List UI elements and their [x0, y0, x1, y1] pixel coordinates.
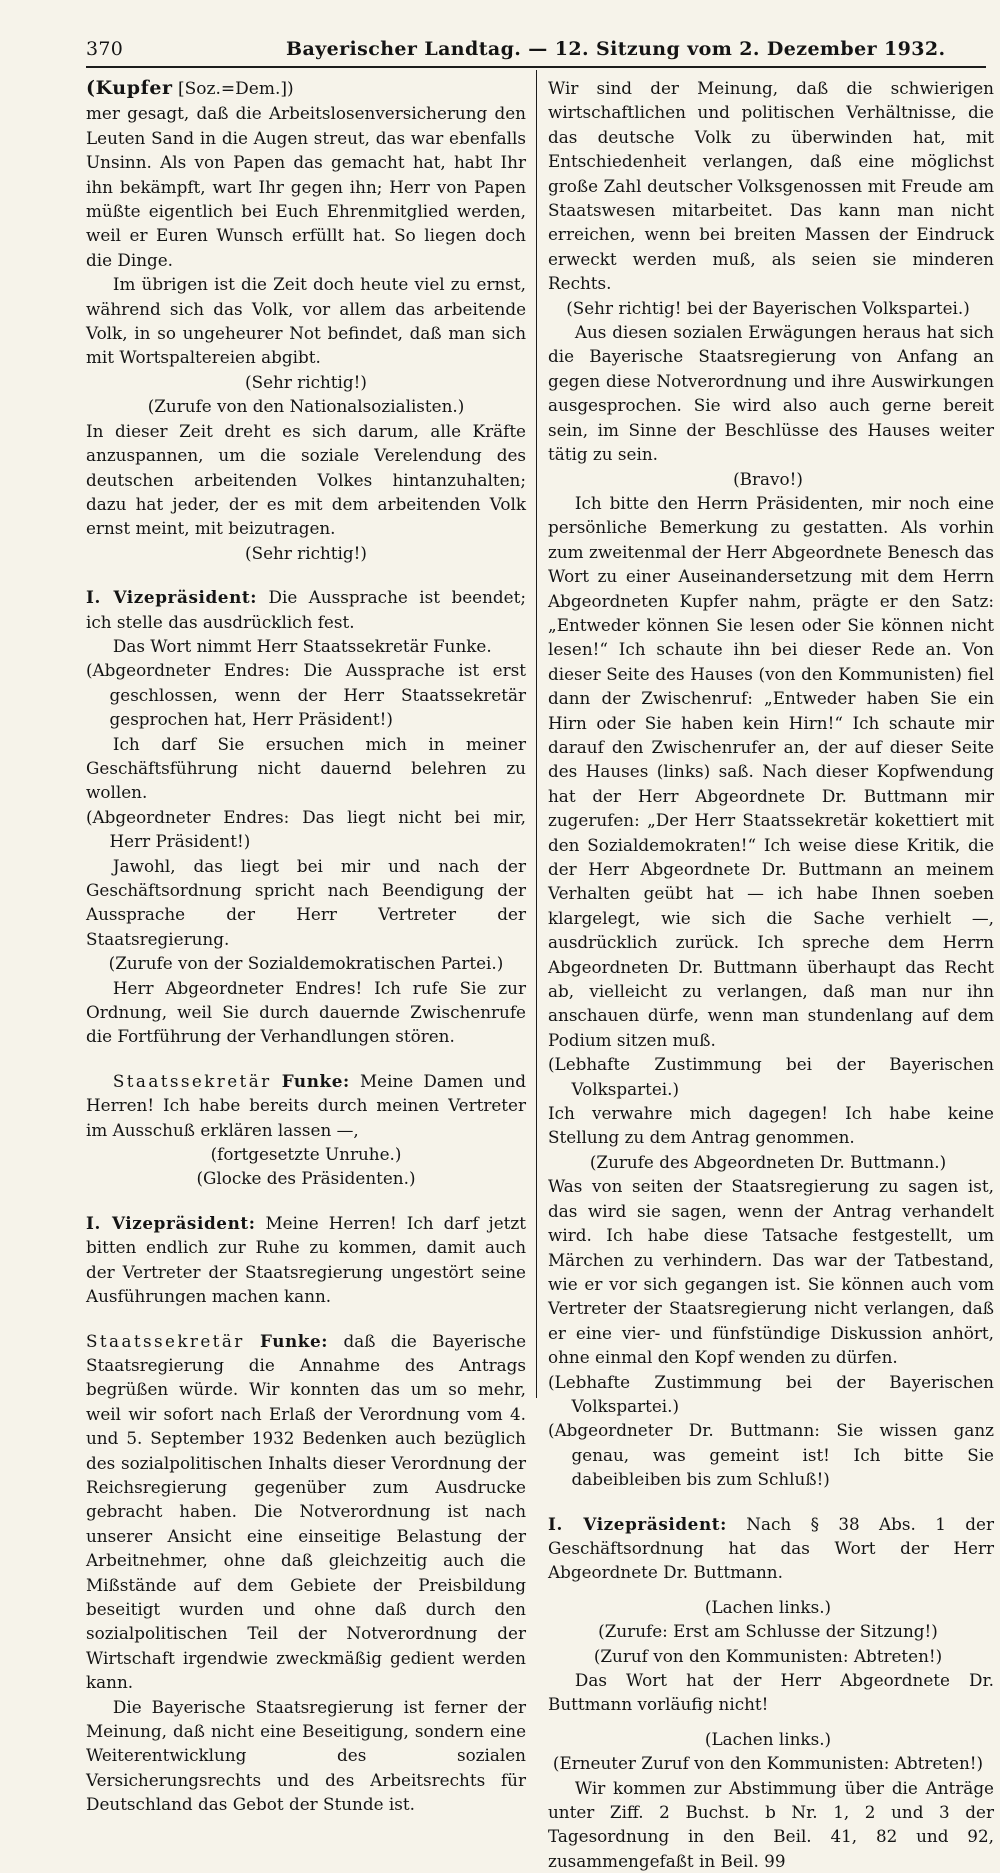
speaker-name: I. Vizepräsident: [86, 1212, 256, 1233]
speech-block [86, 585, 526, 634]
header-rule [86, 66, 986, 68]
paragraph: Jawohl, das liegt bei mir und nach der Geschäftsordnung spricht nach Beendigung der Aussprache der Herr Vertreter der Staatsregierung. [86, 855, 526, 949]
speech-text: Meine Herren! Ich darf jetzt bitten endlich zur Ruhe zu kommen, damit auch der Vertreter der Staatsregierung ungestört seine Ausführungen machen kann. [86, 1212, 526, 1307]
interjection: (Glocke des Präsidenten.) [196, 1168, 416, 1189]
paragraph: Was von seiten der Staatsregierung zu sagen ist, das wird sie sagen, wenn der Antrag verhandelt wird. Ich habe diese Tatsache festgestellt, um Märchen zu verhindern. Das war der Tatbestand, wie er vor sich gegangen ist. Sie können auch vom Vertreter der Staatsregierung nicht verlangen, daß er eine vier- und fünfstündige Diskussion anhört, ohne einmal den Kopf wenden zu dürfen. [548, 1176, 994, 1368]
left-column [86, 76, 526, 1817]
interjection: (Zurufe des Abgeordneten Dr. Buttmann.) [589, 1151, 947, 1172]
paragraph: Wir sind der Meinung, daß die schwierigen wirtschaftlichen und politischen Verhältnisse, die das deutsche Volk zu überwinden hat, mit Entschiedenheit verlangen, daß eine möglichst große Zahl deutscher Volksgenossen mit Freude am Staatswesen mitarbeitet. Das kann man nicht erreichen, wenn bei breiten Massen der Eindruck erweckt werden muß, als seien sie minderen Rechts. [548, 78, 994, 294]
page-number: 370 [86, 38, 124, 60]
interjection: (Abgeordneter Endres: Das liegt nicht bei mir, Herr Präsident!) [86, 806, 526, 852]
paragraph: Die Bayerische Staatsregierung ist ferner der Meinung, daß nicht eine Beseitigung, sondern eine Weiterentwicklung des sozialen Versicherungsrechts und des Arbeitsrechts für Deutschland das Gebot der Stunde ist. [86, 1696, 526, 1815]
interjection: (Zuruf von den Kommunisten: Abtreten!) [593, 1645, 943, 1666]
interjection: (Erneuter Zuruf von den Kommunisten: Abtreten!) [552, 1753, 984, 1774]
right-column [548, 76, 994, 1873]
page-header [86, 32, 1000, 68]
speaker-name: Funke: [259, 1330, 329, 1351]
speech-text: daß die Bayerische Staatsregierung die Annahme des Antrags begrüßen würde. Wir konnten das um so mehr, weil wir sofort nach Erlaß der Verordnung vom 4. und 5. September 1932 Bedenken auch bezüglich des sozialpolitischen Inhalts dieser Verordnung der Reichsregierung gegenüber zum Ausdrucke gebracht haben. Die Notverordnung ist nach unserer Ansicht eine einseitige Belastung der Arbeitnehmer, ohne daß gleichzeitig auch die Mißstände auf dem Gebiete der Preisbildung beseitigt wurden und ohne daß durch den sozialpolitischen Teil der Notverordnung der Wirtschaft irgendwie zweckmäßig gedient werden kann. [86, 1330, 526, 1693]
speech-block [86, 1069, 526, 1142]
paragraph: Wir kommen zur Abstimmung über die Anträge unter Ziff. 2 Buchst. b Nr. 1, 2 und 3 der Tagesordnung in den Beil. 41, 82 und 92, zusammengefaßt in Beil. 99 [548, 1777, 994, 1871]
speech-text: Nach § 38 Abs. 1 der Geschäftsordnung hat das Wort der Herr Abgeordnete Dr. Buttmann. [548, 1513, 994, 1583]
column-divider [536, 70, 537, 1398]
interjection: (Sehr richtig!) [245, 371, 367, 392]
paragraph: Herr Abgeordneter Endres! Ich rufe Sie zur Ordnung, weil Sie durch dauernde Zwischenrufe die Fortführung der Verhandlungen stören. [86, 977, 526, 1047]
speaker-line [86, 76, 526, 101]
speech-block [86, 1211, 526, 1309]
interjection: (Zurufe von den Nationalsozialisten.) [147, 396, 465, 417]
interjection: (Lebhafte Zustimmung bei der Bayerischen Volkspartei.) [548, 1371, 994, 1416]
speaker-party: [Soz.=Dem.]) [178, 79, 294, 99]
interjection: (Abgeordneter Endres: Die Aussprache ist erst geschlossen, wenn der Herr Staatssekretär gesprochen hat, Herr Präsident!) [86, 660, 526, 730]
speaker-name: (Kupfer [86, 77, 173, 99]
running-head: Bayerischer Landtag. — 12. Sitzung vom 2. Dezember 1932. [286, 38, 946, 60]
paragraph: Ich bitte den Herrn Präsidenten, mir noch eine persönliche Bemerkung zu gestatten. Als vorhin zum zweitenmal der Herr Abgeordnete Benesch das Wort zu einer Auseinandersetzung mit dem Herrn Abgeordneten Kupfer nahm, prägte er den Satz: „Entweder können Sie lesen oder Sie können nicht lesen!“ Ich schaute ihn bei dieser Rede an. Von dieser Seite des Hauses (von den Kommunisten) fiel dann der Zwischenruf: „Entweder haben Sie ein Hirn oder Sie haben kein Hirn!“ Ich schaute mir darauf den Zwischenrufer an, der auf dieser Seite des Hauses (links) saß. Nach dieser Kopfwendung hat der Herr Abgeordnete Dr. Buttmann mir zugerufen: „Der Herr Staatssekretär kokettiert mit den Sozialdemokraten!“ Ich weise diese Kritik, die der Herr Abgeordnete Dr. Buttmann an meinem Verhalten geübt hat — ich habe Ihnen soeben klargelegt, wie sich die Sache verhielt —, ausdrücklich zurück. Ich spreche dem Herrn Abgeordneten Dr. Buttmann überhaupt das Recht ab, vielleicht zu verlangen, daß man nur ihn anschauen dürfe, wenn man stundenlang auf dem Podium sitzen muß. [548, 492, 994, 1050]
paragraph: Ich darf Sie ersuchen mich in meiner Geschäftsführung nicht dauernd belehren zu wollen. [86, 733, 526, 803]
paragraph: Das Wort hat der Herr Abgeordnete Dr. Buttmann vorläufig nicht! [548, 1670, 994, 1715]
interjection: (Sehr richtig! bei der Bayerischen Volkspartei.) [566, 297, 970, 318]
paragraph: In dieser Zeit dreht es sich darum, alle Kräfte anzuspannen, um die soziale Verelendung des deutschen arbeitenden Volkes hintanzuhalten; dazu hat jeder, der es mit dem arbeitenden Volk ernst meint, mit beizutragen. [86, 420, 526, 539]
speech-text: Die Aussprache ist beendet; ich stelle das ausdrücklich fest. [86, 587, 526, 632]
speaker-name: I. Vizepräsident: [86, 587, 258, 608]
interjection: (Zurufe: Erst am Schlusse der Sitzung!) [598, 1621, 938, 1642]
speaker-role: Staatssekretär [112, 1070, 272, 1091]
interjection: (Zurufe von der Sozialdemokratischen Partei.) [108, 953, 504, 974]
speaker-role: Staatssekretär [86, 1330, 245, 1351]
interjection: (Lachen links.) [704, 1728, 832, 1749]
paragraph: Das Wort nimmt Herr Staatssekretär Funke. [112, 635, 492, 656]
paragraph: mer gesagt, daß die Arbeitslosenversicherung den Leuten Sand in die Augen streut, das war ebenfalls Unsinn. Als von Papen das gemacht hat, habt Ihr ihn bekämpft, wart Ihr gegen ihn; Herr von Papen müßte eigentlich bei Euch Ehrenmitglied werden, weil er Euren Wunsch erfüllt hat. So liegen doch die Dinge. [86, 103, 526, 270]
paragraph: Aus diesen sozialen Erwägungen heraus hat sich die Bayerische Staatsregierung von Anfang an gegen diese Notverordnung und ihre Auswirkungen ausgesprochen. Sie wird also auch gerne bereit sein, im Sinne der Beschlüsse des Hauses weiter tätig zu sein. [548, 322, 994, 465]
speech-block [548, 1512, 994, 1585]
interjection: (Abgeordneter Dr. Buttmann: Sie wissen ganz genau, was gemeint ist! Ich bitte Sie dabeibleiben bis zum Schluß!) [548, 1420, 994, 1490]
paragraph: Im übrigen ist die Zeit doch heute viel zu ernst, während sich das Volk, vor allem das arbeitende Volk, in so ungeheurer Not befindet, daß man sich mit Wortspaltereien abgibt. [86, 274, 526, 368]
paragraph: Ich verwahre mich dagegen! Ich habe keine Stellung zu dem Antrag genommen. [548, 1103, 994, 1148]
interjection: (Lebhafte Zustimmung bei der Bayerischen Volkspartei.) [548, 1054, 994, 1099]
speaker-name: Funke: [281, 1070, 350, 1091]
interjection: (fortgesetzte Unruhe.) [210, 1144, 402, 1165]
interjection: (Bravo!) [733, 468, 803, 489]
speech-block [86, 1329, 526, 1695]
speaker-name: I. Vizepräsident: [548, 1513, 727, 1534]
interjection: (Lachen links.) [704, 1596, 832, 1617]
speech-text: Meine Damen und Herren! Ich habe bereits durch meinen Vertreter im Ausschuß erklären lassen —, [86, 1070, 526, 1140]
interjection: (Sehr richtig!) [245, 542, 367, 563]
